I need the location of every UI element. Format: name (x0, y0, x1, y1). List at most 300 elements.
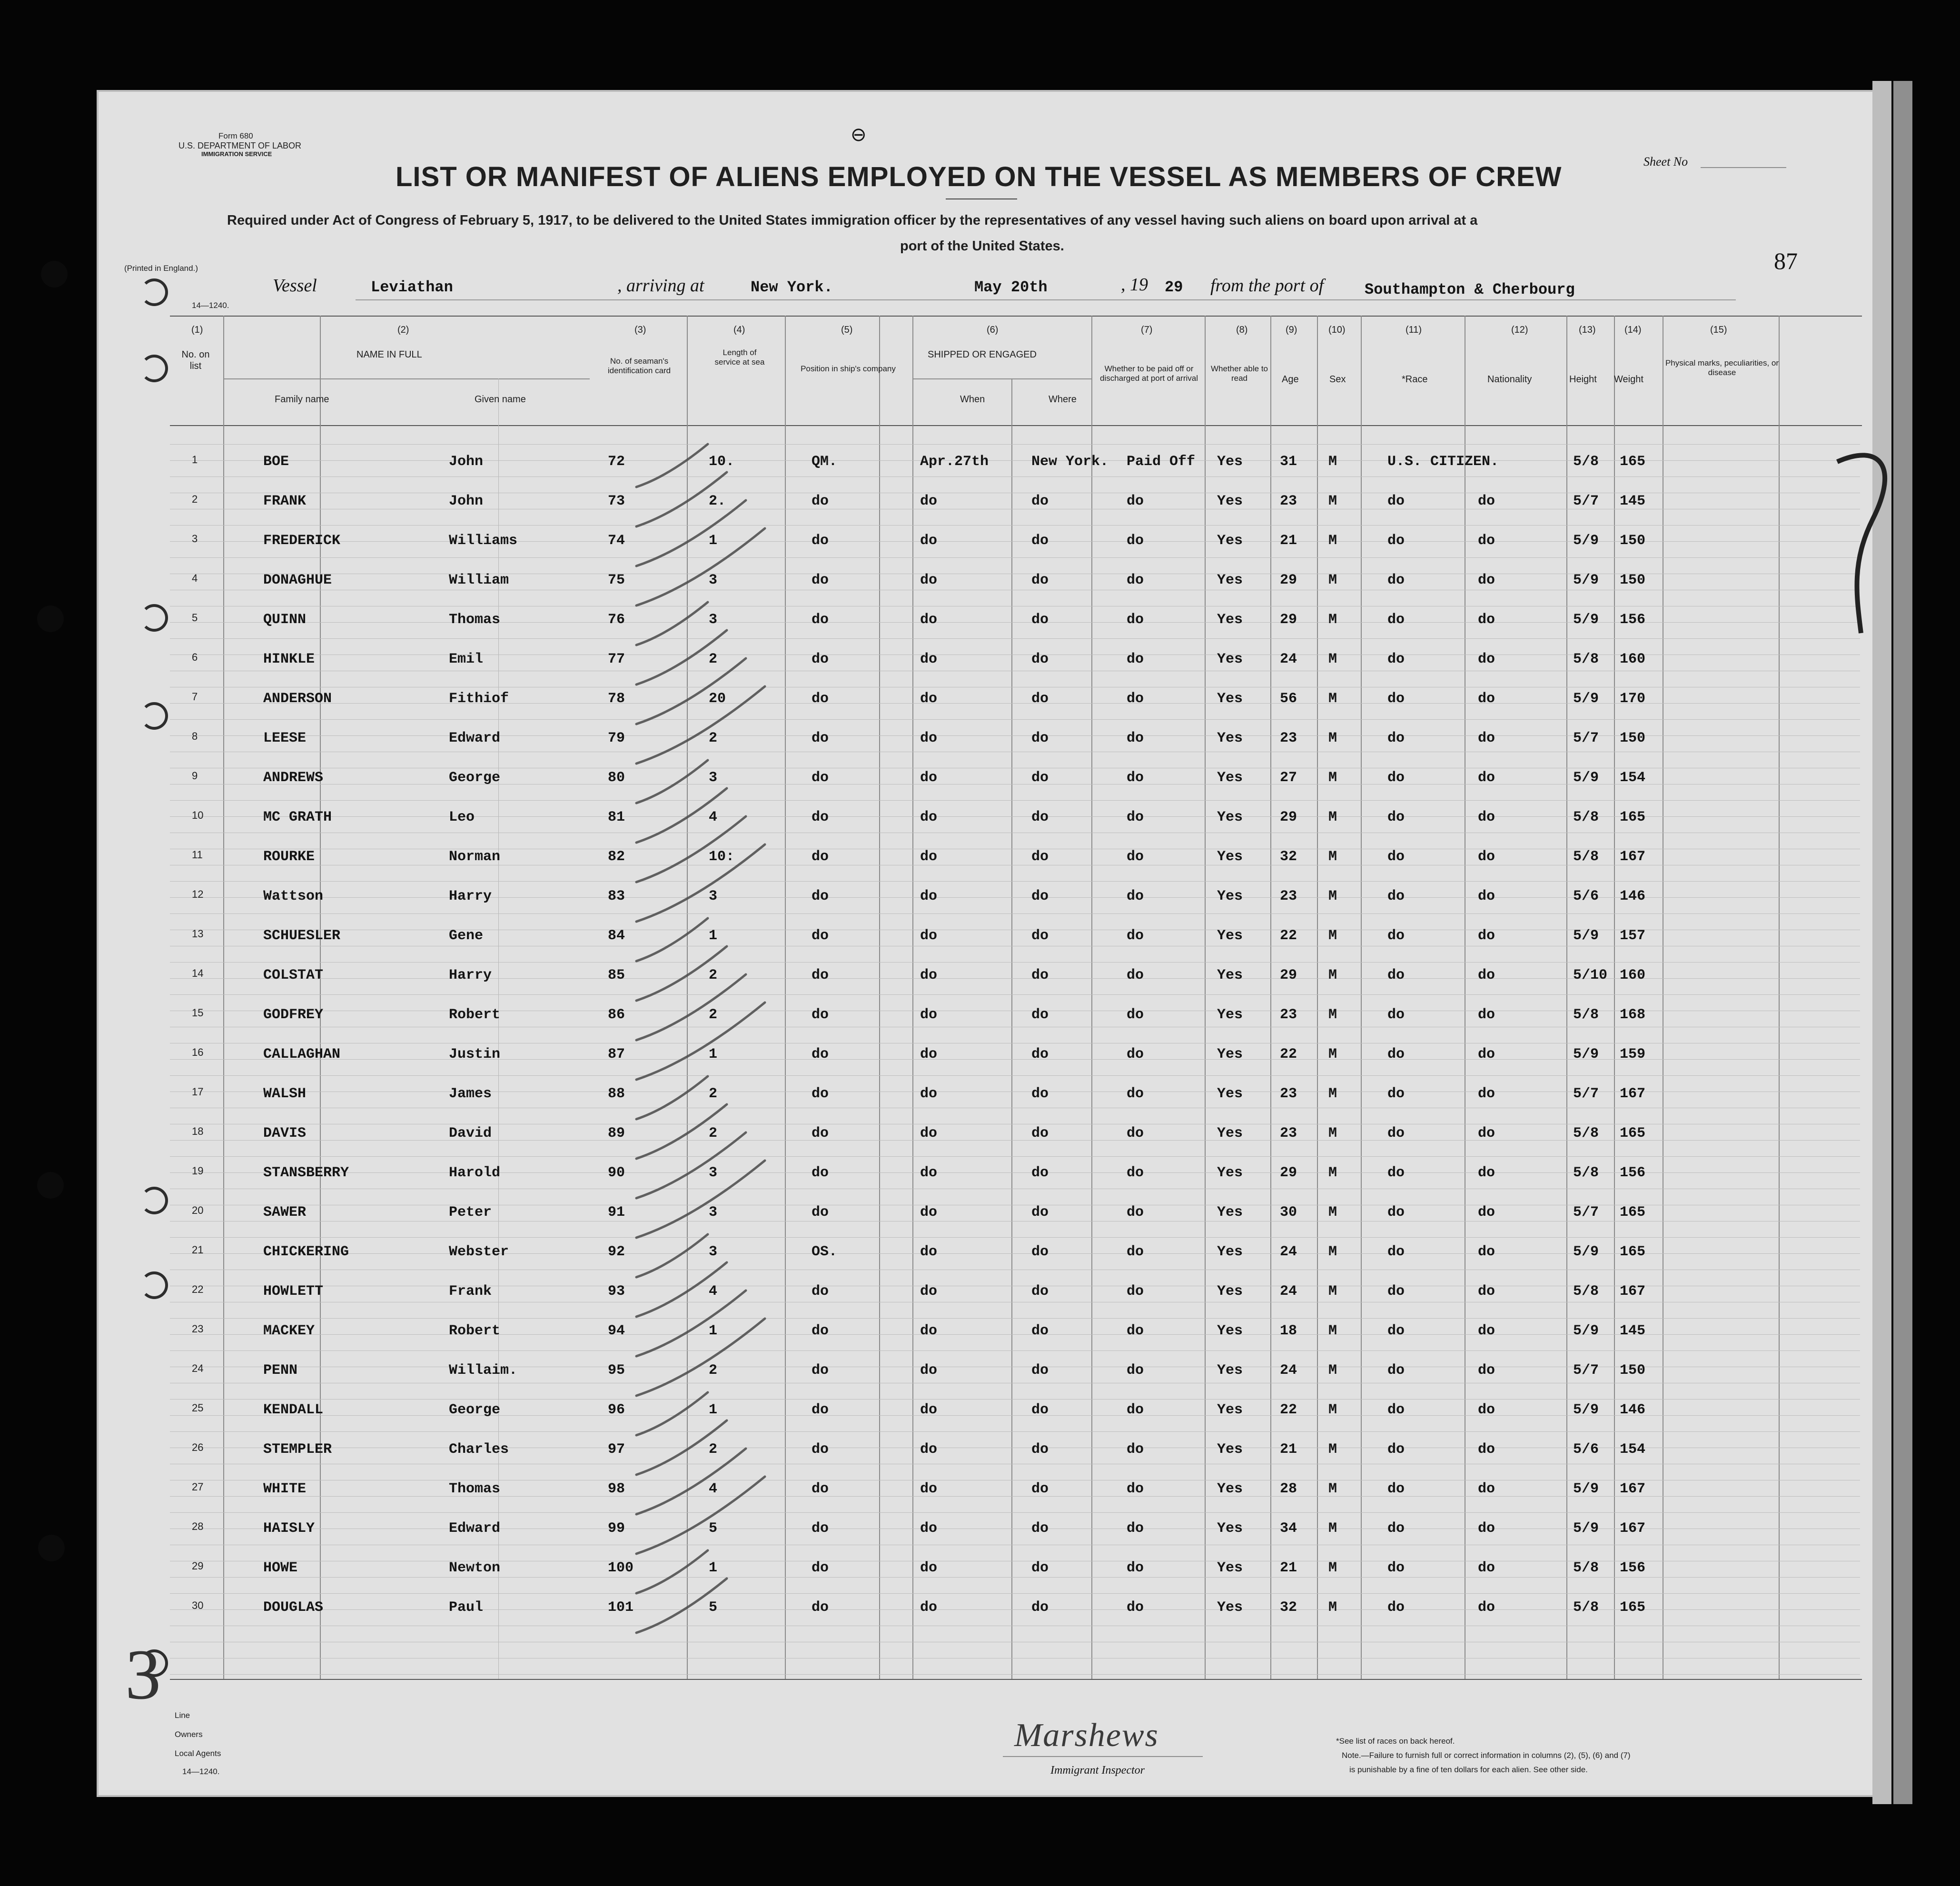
grid-rule (170, 476, 1860, 477)
cell-position: do (812, 1204, 829, 1221)
cell-height: 5/8 (1573, 1007, 1599, 1023)
cell-paid-off: do (1127, 1283, 1144, 1300)
col2-family-header: Family name (275, 394, 329, 405)
cell-shipped-when: do (920, 533, 938, 549)
cell-weight: 165 (1620, 1125, 1646, 1142)
cell-given-name: Willaim. (449, 1362, 518, 1379)
cell-service-length: 5 (709, 1520, 718, 1537)
cell-weight: 165 (1620, 1599, 1646, 1616)
cell-service-length: 1 (709, 533, 718, 549)
cell-shipped-when: do (920, 730, 938, 746)
cell-race: do (1387, 849, 1405, 865)
cell-shipped-when: do (920, 1046, 938, 1062)
col14-header: Weight (1614, 374, 1643, 385)
cell-shipped-where: do (1031, 1520, 1049, 1537)
cell-age: 22 (1280, 1046, 1297, 1062)
col6-when-header: When (960, 394, 985, 405)
cell-given-name: Newton (449, 1560, 501, 1576)
cell-age: 31 (1280, 454, 1297, 470)
cell-paid-off: do (1127, 1362, 1144, 1379)
cell-nationality: do (1478, 770, 1495, 786)
cell-position: do (812, 572, 829, 588)
table-row (99, 602, 1872, 635)
vessel-underline (356, 299, 1736, 300)
cell-card-number: 79 (608, 730, 625, 746)
cell-sex: M (1328, 1560, 1337, 1576)
cell-given-name: Justin (449, 1046, 501, 1062)
table-row (99, 642, 1872, 674)
col10-num: (10) (1328, 325, 1346, 335)
cell-sex: M (1328, 967, 1337, 983)
cell-shipped-when: do (920, 1481, 938, 1497)
cell-weight: 168 (1620, 1007, 1646, 1023)
cell-able-to-read: Yes (1217, 1165, 1243, 1181)
cell-nationality: do (1478, 928, 1495, 944)
cell-family-name: STANSBERRY (263, 1165, 349, 1181)
cell-position: do (812, 1441, 829, 1458)
cell-position: do (812, 1046, 829, 1062)
cell-race: do (1387, 1560, 1405, 1576)
cell-card-number: 89 (608, 1125, 625, 1142)
service-name: IMMIGRATION SERVICE (201, 150, 272, 158)
cell-able-to-read: Yes (1217, 1086, 1243, 1102)
cell-height: 5/6 (1573, 1441, 1599, 1458)
cell-given-name: Charles (449, 1441, 509, 1458)
cell-shipped-where: do (1031, 1244, 1049, 1260)
cell-age: 24 (1280, 1283, 1297, 1300)
cell-age: 22 (1280, 1402, 1297, 1418)
cell-paid-off: do (1127, 1481, 1144, 1497)
cell-position: do (812, 967, 829, 983)
table-row (99, 1274, 1872, 1306)
cell-able-to-read: Yes (1217, 849, 1243, 865)
cell-height: 5/9 (1573, 1402, 1599, 1418)
cell-paid-off: do (1127, 1046, 1144, 1062)
arrival-port: New York. (751, 278, 833, 296)
cell-weight: 145 (1620, 1323, 1646, 1339)
cell-position: QM. (812, 454, 838, 470)
cell-sex: M (1328, 730, 1337, 746)
col10-header: Sex (1329, 374, 1346, 385)
cell-race: do (1387, 572, 1405, 588)
cell-nationality: do (1478, 1599, 1495, 1616)
cell-nationality: do (1478, 572, 1495, 588)
table-top-rule (170, 316, 1862, 317)
cell-family-name: DONAGHUE (263, 572, 332, 588)
cell-shipped-when: do (920, 1244, 938, 1260)
cell-card-number: 90 (608, 1165, 625, 1181)
cell-sex: M (1328, 1283, 1337, 1300)
table-row (99, 444, 1872, 476)
grid-rule (170, 1674, 1860, 1675)
footer-line-label: Line (175, 1711, 190, 1720)
cell-row-number: 19 (192, 1165, 204, 1177)
cell-height: 5/9 (1573, 612, 1599, 628)
cell-paid-off: do (1127, 1204, 1144, 1221)
col7-header: Whether to be paid off or discharged at port of arrival (1100, 364, 1198, 383)
cell-service-length: 3 (709, 612, 718, 628)
cell-weight: 160 (1620, 651, 1646, 667)
cell-card-number: 97 (608, 1441, 625, 1458)
cell-shipped-where: do (1031, 730, 1049, 746)
cell-card-number: 77 (608, 651, 625, 667)
cell-family-name: WHITE (263, 1481, 307, 1497)
cell-service-length: 2. (709, 493, 726, 509)
cell-paid-off: do (1127, 1165, 1144, 1181)
cell-age: 23 (1280, 1086, 1297, 1102)
cell-row-number: 8 (192, 730, 198, 742)
cell-card-number: 84 (608, 928, 625, 944)
cell-age: 29 (1280, 809, 1297, 825)
cell-row-number: 6 (192, 651, 198, 663)
cell-paid-off: do (1127, 928, 1144, 944)
cell-height: 5/8 (1573, 454, 1599, 470)
cell-row-number: 27 (192, 1481, 204, 1493)
cell-height: 5/9 (1573, 1481, 1599, 1497)
cell-race: do (1387, 1481, 1405, 1497)
cell-paid-off: do (1127, 770, 1144, 786)
cell-row-number: 12 (192, 888, 204, 900)
cell-shipped-when: do (920, 493, 938, 509)
cell-sex: M (1328, 651, 1337, 667)
cell-shipped-where: do (1031, 1362, 1049, 1379)
cell-race: do (1387, 651, 1405, 667)
cell-card-number: 81 (608, 809, 625, 825)
cell-family-name: ANDREWS (263, 770, 324, 786)
table-row (99, 997, 1872, 1030)
cell-able-to-read: Yes (1217, 1560, 1243, 1576)
col3-num: (3) (634, 325, 646, 335)
cell-paid-off: do (1127, 1520, 1144, 1537)
cell-row-number: 13 (192, 928, 204, 940)
cell-family-name: CHICKERING (263, 1244, 349, 1260)
cell-position: do (812, 691, 829, 707)
cell-shipped-when: do (920, 612, 938, 628)
cell-shipped-when: do (920, 1362, 938, 1379)
cell-service-length: 2 (709, 651, 718, 667)
cell-shipped-where: do (1031, 1204, 1049, 1221)
form-title: LIST OR MANIFEST OF ALIENS EMPLOYED ON THE VESSEL AS MEMBERS OF CREW (396, 161, 1562, 192)
cell-age: 27 (1280, 770, 1297, 786)
col9-header: Age (1282, 374, 1299, 385)
cell-race: do (1387, 533, 1405, 549)
cell-paid-off: do (1127, 533, 1144, 549)
cell-row-number: 5 (192, 612, 198, 624)
cell-given-name: Robert (449, 1323, 501, 1339)
cell-paid-off: do (1127, 1441, 1144, 1458)
cell-nationality: do (1478, 1244, 1495, 1260)
cell-position: do (812, 612, 829, 628)
cell-position: do (812, 1086, 829, 1102)
form-subtitle: Required under Act of Congress of February 5, 1917, to be delivered to the United States immigration officer by the representatives of any vessel having such aliens on board upon arrival at a (227, 213, 1478, 228)
cell-weight: 157 (1620, 928, 1646, 944)
cell-weight: 156 (1620, 1165, 1646, 1181)
cell-shipped-where: do (1031, 612, 1049, 628)
form-subtitle-2: port of the United States. (900, 238, 1064, 254)
cell-given-name: Thomas (449, 1481, 501, 1497)
cell-height: 5/9 (1573, 533, 1599, 549)
cell-weight: 156 (1620, 612, 1646, 628)
cell-card-number: 100 (608, 1560, 634, 1576)
cell-card-number: 78 (608, 691, 625, 707)
cell-height: 5/8 (1573, 809, 1599, 825)
year-prefix: , 19 (1121, 275, 1148, 295)
cell-age: 32 (1280, 1599, 1297, 1616)
cell-age: 21 (1280, 1441, 1297, 1458)
cell-given-name: Williams (449, 533, 518, 549)
table-row (99, 1234, 1872, 1267)
table-row (99, 879, 1872, 911)
table-row (99, 1590, 1872, 1622)
cell-shipped-when: do (920, 1402, 938, 1418)
cell-given-name: Frank (449, 1283, 492, 1300)
cell-shipped-where: do (1031, 1560, 1049, 1576)
col3-header: No. of seaman's identification card (607, 357, 671, 376)
cell-shipped-where: do (1031, 493, 1049, 509)
cell-service-length: 1 (709, 1560, 718, 1576)
table-row (99, 1195, 1872, 1227)
cell-paid-off: do (1127, 493, 1144, 509)
cell-position: do (812, 849, 829, 865)
cell-race: do (1387, 1441, 1405, 1458)
cell-age: 28 (1280, 1481, 1297, 1497)
cell-sex: M (1328, 1599, 1337, 1616)
cell-nationality: do (1478, 493, 1495, 509)
cell-able-to-read: Yes (1217, 1323, 1243, 1339)
binder-ring-icon (140, 278, 168, 306)
cell-sex: M (1328, 493, 1337, 509)
cell-sex: M (1328, 849, 1337, 865)
col12-num: (12) (1511, 325, 1528, 335)
cell-age: 29 (1280, 612, 1297, 628)
cell-service-length: 2 (709, 1007, 718, 1023)
cell-shipped-when: do (920, 1441, 938, 1458)
cell-family-name: HOWLETT (263, 1283, 324, 1300)
cell-nationality: do (1478, 1283, 1495, 1300)
penalty-note-2: is punishable by a fine of ten dollars for each alien. See other side. (1349, 1765, 1588, 1774)
col12-header: Nationality (1487, 374, 1532, 385)
cell-nationality: do (1478, 1402, 1495, 1418)
from-port-label: from the port of (1210, 276, 1324, 296)
col6-num: (6) (987, 325, 999, 335)
cell-row-number: 7 (192, 691, 198, 703)
arriving-label: , arriving at (617, 276, 704, 296)
cell-family-name: COLSTAT (263, 967, 324, 983)
name-subrule (223, 378, 590, 379)
footer-code: 14—1240. (182, 1767, 220, 1776)
grid-rule (170, 719, 1860, 720)
cell-card-number: 96 (608, 1402, 625, 1418)
cell-sex: M (1328, 572, 1337, 588)
cell-row-number: 30 (192, 1599, 204, 1611)
cell-race: do (1387, 809, 1405, 825)
sheet-number-line (1701, 167, 1786, 168)
cell-family-name: WALSH (263, 1086, 307, 1102)
cell-card-number: 73 (608, 493, 625, 509)
cell-position: do (812, 1165, 829, 1181)
cell-position: do (812, 1362, 829, 1379)
cell-able-to-read: Yes (1217, 928, 1243, 944)
cell-paid-off: do (1127, 651, 1144, 667)
cell-sex: M (1328, 1441, 1337, 1458)
inspector-signature: Marshews (1014, 1717, 1159, 1754)
cell-nationality: do (1478, 888, 1495, 904)
cell-height: 5/8 (1573, 1283, 1599, 1300)
cell-paid-off: do (1127, 1125, 1144, 1142)
cell-age: 23 (1280, 888, 1297, 904)
cell-height: 5/9 (1573, 572, 1599, 588)
cell-height: 5/7 (1573, 1362, 1599, 1379)
cell-card-number: 91 (608, 1204, 625, 1221)
cell-nationality: do (1478, 1007, 1495, 1023)
cell-nationality: do (1478, 533, 1495, 549)
cell-shipped-where: do (1031, 967, 1049, 983)
cell-given-name: Norman (449, 849, 501, 865)
cell-shipped-where: do (1031, 533, 1049, 549)
cell-family-name: HAISLY (263, 1520, 315, 1537)
cell-able-to-read: Yes (1217, 730, 1243, 746)
cell-sex: M (1328, 1046, 1337, 1062)
cell-service-length: 10. (709, 454, 735, 470)
cell-shipped-when: do (920, 651, 938, 667)
table-row (99, 1313, 1872, 1346)
cell-paid-off: do (1127, 1086, 1144, 1102)
cell-height: 5/10 (1573, 967, 1608, 983)
cell-weight: 167 (1620, 1520, 1646, 1537)
cell-shipped-where: do (1031, 1441, 1049, 1458)
cell-sex: M (1328, 1520, 1337, 1537)
cell-nationality: do (1478, 809, 1495, 825)
cell-age: 22 (1280, 928, 1297, 944)
cell-service-length: 1 (709, 1046, 718, 1062)
table-row (99, 839, 1872, 872)
cell-given-name: John (449, 454, 484, 470)
cell-race: do (1387, 730, 1405, 746)
cell-row-number: 11 (192, 849, 203, 861)
grid-rule (170, 1350, 1860, 1351)
cell-given-name: Gene (449, 928, 484, 944)
cell-row-number: 15 (192, 1007, 204, 1019)
page-edge (1872, 81, 1891, 1804)
cell-height: 5/8 (1573, 1125, 1599, 1142)
cell-race: do (1387, 1599, 1405, 1616)
cell-shipped-where: do (1031, 572, 1049, 588)
cell-nationality: do (1478, 1046, 1495, 1062)
cell-able-to-read: Yes (1217, 1244, 1243, 1260)
cell-shipped-where: do (1031, 770, 1049, 786)
cell-paid-off: do (1127, 612, 1144, 628)
cell-row-number: 26 (192, 1441, 204, 1453)
cell-shipped-when: do (920, 967, 938, 983)
cell-family-name: ANDERSON (263, 691, 332, 707)
cell-shipped-when: do (920, 1204, 938, 1221)
col2-header: NAME IN FULL (356, 349, 422, 360)
cell-race: do (1387, 612, 1405, 628)
cell-sex: M (1328, 691, 1337, 707)
cell-sex: M (1328, 809, 1337, 825)
cell-sex: M (1328, 1165, 1337, 1181)
cell-weight: 156 (1620, 1560, 1646, 1576)
cell-given-name: Edward (449, 1520, 501, 1537)
cell-family-name: LEESE (263, 730, 307, 746)
cell-family-name: SCHUESLER (263, 928, 341, 944)
cell-service-length: 3 (709, 1165, 718, 1181)
form-code: 14—1240. (192, 301, 229, 310)
cell-nationality: do (1478, 691, 1495, 707)
col14-num: (14) (1624, 325, 1642, 335)
col5-num: (5) (841, 325, 853, 335)
cell-shipped-when: do (920, 1599, 938, 1616)
arrival-date: May 20th (974, 278, 1048, 296)
cell-able-to-read: Yes (1217, 770, 1243, 786)
cell-paid-off: Paid Off (1127, 454, 1196, 470)
cell-age: 29 (1280, 1165, 1297, 1181)
circle-mark-icon: ⊖ (851, 124, 867, 145)
cell-family-name: MC GRATH (263, 809, 332, 825)
cell-service-length: 2 (709, 1362, 718, 1379)
table-row (99, 681, 1872, 714)
cell-service-length: 3 (709, 770, 718, 786)
cell-card-number: 88 (608, 1086, 625, 1102)
cell-row-number: 10 (192, 809, 204, 821)
cell-position: do (812, 1481, 829, 1497)
cell-given-name: Webster (449, 1244, 509, 1260)
cell-shipped-when: do (920, 809, 938, 825)
cell-given-name: William (449, 572, 509, 588)
cell-able-to-read: Yes (1217, 888, 1243, 904)
footer-owners-label: Owners (175, 1730, 203, 1739)
cell-position: do (812, 809, 829, 825)
cell-shipped-where: do (1031, 1007, 1049, 1023)
cell-weight: 167 (1620, 849, 1646, 865)
cell-card-number: 74 (608, 533, 625, 549)
table-row (99, 918, 1872, 951)
cell-weight: 146 (1620, 1402, 1646, 1418)
cell-sex: M (1328, 1007, 1337, 1023)
cell-family-name: SAWER (263, 1204, 307, 1221)
cell-race: U.S. CITIZEN. (1387, 454, 1499, 470)
cell-card-number: 94 (608, 1323, 625, 1339)
cell-family-name: FRANK (263, 493, 307, 509)
table-row (99, 1155, 1872, 1188)
cell-sex: M (1328, 1362, 1337, 1379)
cell-race: do (1387, 1362, 1405, 1379)
cell-weight: 150 (1620, 1362, 1646, 1379)
cell-service-length: 1 (709, 928, 718, 944)
cell-nationality: do (1478, 1204, 1495, 1221)
cell-race: do (1387, 1323, 1405, 1339)
col4-header: Length of service at sea (714, 348, 765, 367)
cell-row-number: 14 (192, 967, 204, 979)
cell-given-name: Harry (449, 967, 492, 983)
cell-age: 18 (1280, 1323, 1297, 1339)
cell-able-to-read: Yes (1217, 1520, 1243, 1537)
cell-height: 5/8 (1573, 849, 1599, 865)
cell-race: do (1387, 1204, 1405, 1221)
table-row (99, 1353, 1872, 1385)
cell-card-number: 93 (608, 1283, 625, 1300)
cell-race: do (1387, 1046, 1405, 1062)
cell-shipped-when: do (920, 1323, 938, 1339)
cell-sex: M (1328, 612, 1337, 628)
cell-service-length: 1 (709, 1323, 718, 1339)
cell-service-length: 2 (709, 1086, 718, 1102)
cell-nationality: do (1478, 612, 1495, 628)
cell-weight: 159 (1620, 1046, 1646, 1062)
cell-nationality: do (1478, 1362, 1495, 1379)
cell-age: 21 (1280, 1560, 1297, 1576)
cell-height: 5/8 (1573, 1560, 1599, 1576)
